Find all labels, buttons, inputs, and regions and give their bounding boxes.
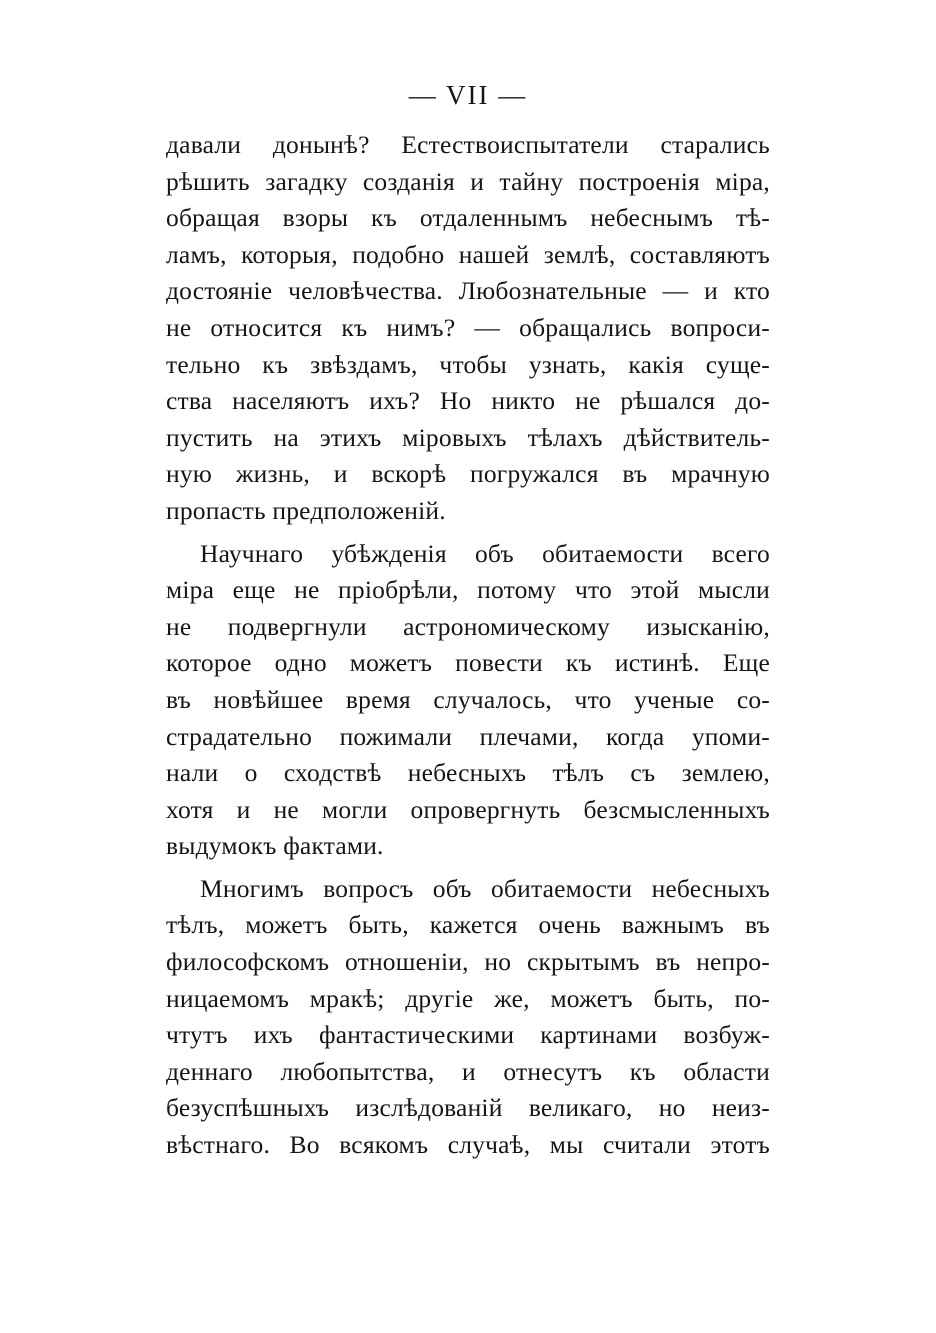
text-line: въ новѣйшее время случалось, что ученые со- [166,684,770,714]
text-line: философскомъ отношеніи, но скрытымъ въ непро- [166,947,770,977]
paragraph-2 [166,536,770,865]
text-line: Многимъ вопросъ объ обитаемости небесныхъ [200,873,770,903]
text-line: хотя и не могли опровергнуть безсмысленныхъ [166,794,770,824]
text-line: страдательно пожимали плечами, когда упоми- [166,721,770,751]
text-line: вѣстнаго. Во всякомъ случаѣ, мы считали этотъ [166,1130,770,1160]
text-line: достояніе человѣчества. Любознательные — и кто [166,276,770,306]
text-line: не подвергнули астрономическому изысканію, [166,611,770,641]
text-line: безуспѣшныхъ изслѣдованій великаго, но неиз- [166,1093,770,1123]
page-number: — VII — [408,80,528,110]
text-line: не относится къ нимъ? — обращались вопроси- [166,312,770,342]
text-line: пропасть предположеній. [166,495,446,525]
text-line: тѣлъ, можетъ быть, кажется очень важнымъ въ [166,910,770,940]
text-line: давали донынѣ? Естествоиспытатели старались [166,130,770,159]
body-text [166,127,770,1164]
text-line: ламъ, которыя, подобно нашей землѣ, составляютъ [166,239,770,269]
text-line: рѣшить загадку созданія и тайну построенія міра, [166,166,770,196]
paragraph-1 [166,127,770,530]
text-line: деннаго любопытства, и отнесутъ къ области [166,1056,770,1086]
text-line: пустить на этихъ міровыхъ тѣлахъ дѣйствитель- [166,422,770,452]
text-line: міра еще не пріобрѣли, потому что этой мысли [166,575,770,605]
text-line: ницаемомъ мракѣ; другіе же, можетъ быть, по- [166,983,770,1013]
text-line: нали о сходствѣ небесныхъ тѣлъ съ землею, [166,758,770,788]
text-line: обращая взоры къ отдаленнымъ небеснымъ тѣ- [166,203,770,233]
text-line: ства населяютъ ихъ? Но никто не рѣшался до- [166,386,770,416]
text-line: которое одно можетъ повести къ истинѣ. Еще [166,648,770,678]
text-line: Научнаго убѣжденія объ обитаемости всего [200,538,770,568]
text-line: ную жизнь, и вскорѣ погружался въ мрачную [166,459,770,489]
text-line: выдумокъ фактами. [166,831,384,861]
text-line: чтутъ ихъ фантастическими картинами возбуж- [166,1020,770,1050]
text-line: тельно къ звѣздамъ, чтобы узнать, какія суще- [166,349,770,379]
paragraph-3 [166,871,770,1164]
